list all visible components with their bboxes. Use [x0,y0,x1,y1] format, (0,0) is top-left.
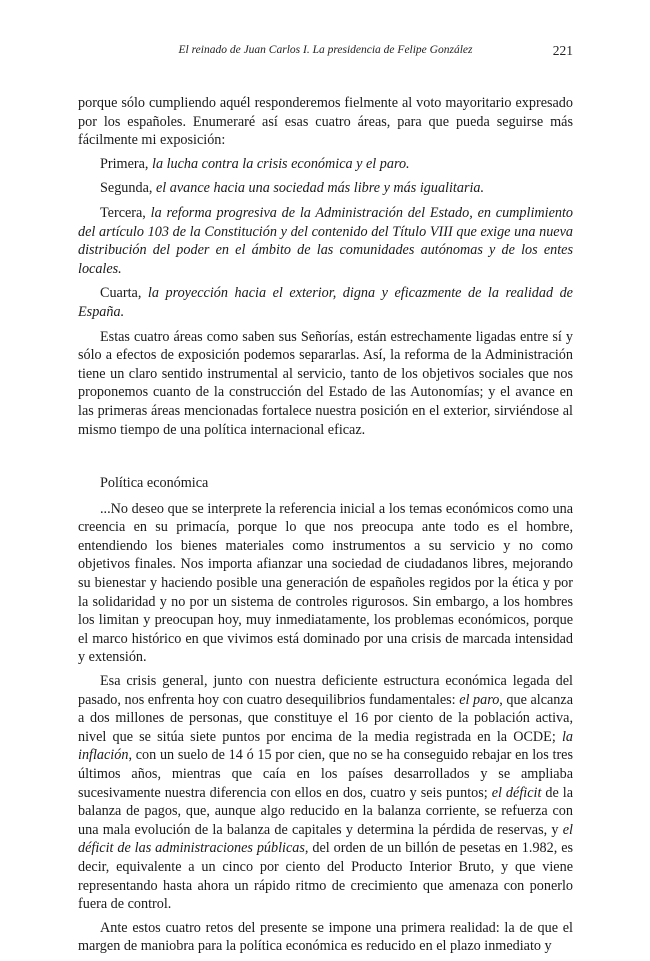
section-heading-politica-economica [78,474,573,493]
italic-text: el paro [459,691,500,708]
text-run: Política económica [100,475,209,492]
area-fourth [78,284,573,321]
text-run: Ante estos cuatro retos del presente se impone una primera realidad: la de que el margen de maniobra para la política económica es reducido en el plazo inmediato y [78,919,573,955]
area-first [78,155,573,174]
text-run: , que alcanza a dos millones de personas, que constituye el 16 por ciento de la población activa, nivel que se sitúa siete puntos por encima de la media registrada en la OCDE; [78,691,573,745]
paragraph-economic-themes [78,500,573,667]
text-run: Cuarta, [100,285,148,302]
italic-text: la lucha contra la crisis económica y el paro. [152,155,410,172]
page-header [78,44,573,64]
text-run: Primera, [100,155,153,172]
running-title: El reinado de Juan Carlos I. La presidencia de Felipe González [178,44,473,56]
paragraph-imbalances [78,672,573,914]
italic-text: la inflación [78,728,573,764]
text-run: Tercera, [100,204,151,221]
area-second [78,179,573,198]
text-run: Esa crisis general, junto con nuestra deficiente estructura económica legada del pasado, nos enfrenta hoy con cuatro desequilibrios fundamentales: [78,673,573,708]
text-run: Estas cuatro áreas como saben sus Señorías, están estrechamente ligadas entre sí y sólo a efectos de exposición podemos separarlas. Así, la reforma de la Administración tiene un claro sentido instrumental al servicio, tanto de los objetivos sociales que nos proponemos cuanto de la construcción del Estado de las Autonomías; y el avance en las primeras áreas mencionadas fortalece nuestra posición en el exterior, sirviéndose al mismo tiempo de una política internacional eficaz. [78,328,573,438]
text-run: porque sólo cumpliendo aquél responderemos fielmente al voto mayoritario expresado por los españoles. Enumeraré así esas cuatro áreas, para que pueda seguirse más fácilmente mi exposición: [78,95,573,149]
paragraph-intro [78,94,573,150]
italic-text: la proyección hacia el exterior, digna y eficazmente de la realidad de España. [78,285,573,320]
paragraph-challenges [78,919,573,956]
text-run: de la balanza de pagos, que, aunque algo reducido en la balanza corriente, se refuerza con una mala evolución de la balanza de capitales y determina la pérdida de reservas, y [78,784,573,838]
italic-text: la reforma progresiva de la Administración del Estado, en cumplimiento del artículo 103 de la Constitución y del contenido del Título VIII que exige una nueva distribución del poder en el ámbito de las comunidades autónomas y de los entes locales. [78,204,573,277]
text-run: , con un suelo de 14 ó 15 por cien, que no se ha conseguido rebajar en los tres últimos años, mientras que caía en los países desarrollados y se ampliaba sucesivamente nuestra diferencia con ellos en dos, cuatro y seis puntos; [78,747,573,801]
page-number: 221 [552,43,573,58]
text-run: , del orden de un billón de pesetas en 1.982, es decir, equivalente a un cinco por ciento del Producto Interior Bruto, y que viene representando hasta ahora un rápido ritmo de crecimiento que amenaza con ponerlo fuera de control. [78,840,574,913]
page-body [78,94,573,961]
text-run: Segunda, [100,180,156,197]
text-run: ...No deseo que se interprete la referencia inicial a los temas económicos como una creencia en su primacía, porque lo que nos preocupa ante todo es el hombre, entendiendo los bienes materiales como instrumentos a su servicio y no como objetivos finales. Nos importa afianzar una sociedad de ciudadanos libres, mejorando su bienestar y haciendo posible una generación de españoles regidos por la ética y por la solidaridad y no por un sistema de controles rigurosos. Sin embargo, a los hombres los limitan y preocupan hoy, muy inmediatamente, los problemas económicos, porque el marco histórico en que vivimos está dominado por una crisis de marcada intensidad y extensión. [78,500,573,666]
area-third [78,204,573,278]
italic-text: el avance hacia una sociedad más libre y más igualitaria. [155,180,485,197]
section-spacer [78,444,573,474]
italic-text: el déficit de las administraciones públicas [78,821,573,857]
italic-text: el déficit [491,784,542,801]
paragraph-areas-linked [78,328,573,440]
